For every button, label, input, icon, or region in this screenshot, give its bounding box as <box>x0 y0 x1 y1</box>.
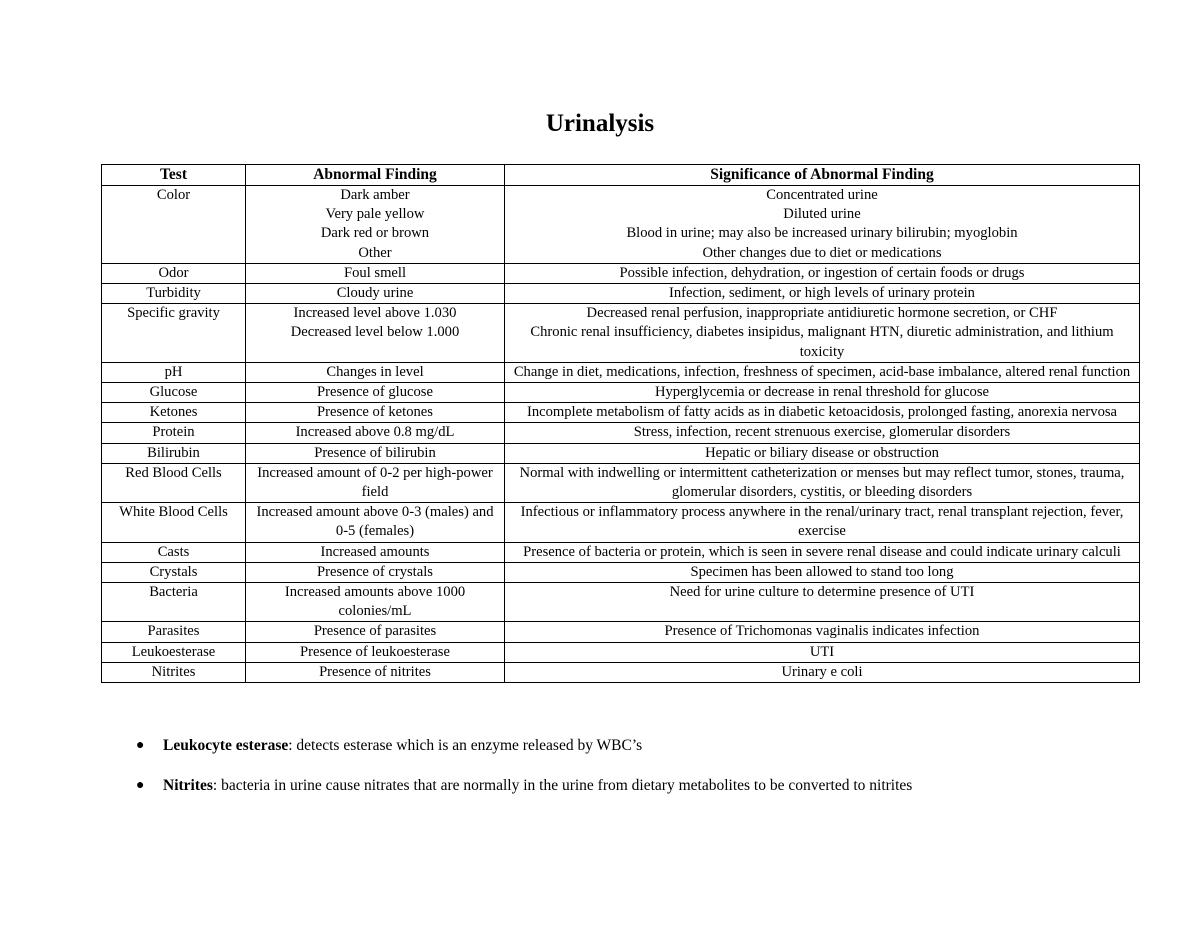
cell-significance <box>505 284 1140 304</box>
finding-line: Increased amount above 0-3 (males) and 0-5 (females) <box>256 504 494 540</box>
table-row <box>102 642 1140 662</box>
table-row <box>102 403 1140 423</box>
table-row <box>102 622 1140 642</box>
significance-line: Urinary e coli <box>781 663 863 680</box>
finding-line: Very pale yellow <box>325 206 425 223</box>
bullet-icon: ● <box>136 778 145 793</box>
cell-test: Turbidity <box>102 284 246 304</box>
cell-finding <box>246 542 505 562</box>
significance-line: Concentrated urine <box>766 187 878 203</box>
cell-finding <box>246 662 505 682</box>
finding-line: Presence of glucose <box>317 384 433 401</box>
cell-finding <box>246 463 505 502</box>
significance-line: Infection, sediment, or high levels of urinary protein <box>669 285 975 302</box>
significance-line: Hyperglycemia or decrease in renal threshold for glucose <box>654 384 990 401</box>
finding-line: Foul smell <box>343 264 407 281</box>
significance-line: Possible infection, dehydration, or ingestion of certain foods or drugs <box>619 264 1025 281</box>
cell-finding <box>246 284 505 304</box>
finding-line: Increased amounts <box>320 543 430 560</box>
header-abnormal-finding: Abnormal Finding <box>246 165 505 186</box>
cell-test: Ketones <box>102 403 246 423</box>
cell-significance <box>505 662 1140 682</box>
finding-line: Other <box>358 244 392 261</box>
significance-line: Blood in urine; may also be increased urinary bilirubin; myoglobin <box>626 225 1018 242</box>
table-row <box>102 284 1140 304</box>
cell-significance <box>505 583 1140 622</box>
note-leukocyte-esterase <box>136 736 912 756</box>
finding-line: Increased amounts above 1000 colonies/mL <box>284 584 466 620</box>
cell-finding <box>246 263 505 283</box>
table-row <box>102 463 1140 502</box>
cell-finding <box>246 383 505 403</box>
cell-finding <box>246 622 505 642</box>
cell-test: Protein <box>102 423 246 443</box>
table-row <box>102 186 1140 264</box>
finding-line: Presence of bilirubin <box>314 444 436 461</box>
cell-significance <box>505 362 1140 382</box>
significance-line: Chronic renal insufficiency, diabetes insipidus, malignant HTN, diuretic administration, and lithium toxicity <box>530 324 1114 360</box>
finding-line: Presence of nitrites <box>319 663 431 680</box>
cell-significance <box>505 263 1140 283</box>
cell-significance <box>505 403 1140 423</box>
significance-line: Hepatic or biliary disease or obstruction <box>705 444 939 461</box>
finding-line: Presence of parasites <box>313 623 437 640</box>
cell-finding <box>246 562 505 582</box>
significance-line: Decreased renal perfusion, inappropriate antidiuretic hormone secretion, or CHF <box>586 305 1058 322</box>
significance-line: Presence of Trichomonas vaginalis indicates infection <box>664 623 980 640</box>
bullet-icon: ● <box>136 738 145 753</box>
significance-line: Infectious or inflammatory process anywhere in the renal/urinary tract, renal transplant rejection, fever, exercise <box>520 504 1124 540</box>
table-row <box>102 263 1140 283</box>
table-row <box>102 583 1140 622</box>
finding-line: Dark red or brown <box>320 225 430 242</box>
significance-line: Normal with indwelling or intermittent catheterization or menses but may reflect tumor, stones, trauma, glomerular disorders, cystitis, or bleeding disorders <box>519 464 1125 501</box>
cell-finding <box>246 642 505 662</box>
significance-line: Presence of bacteria or protein, which is seen in severe renal disease and could indicate urinary calculi <box>523 543 1121 560</box>
cell-test: Color <box>102 186 246 264</box>
table-body <box>102 186 1140 683</box>
significance-line: Specimen has been allowed to stand too long <box>690 563 954 580</box>
cell-significance <box>505 186 1140 264</box>
finding-line: Decreased level below 1.000 <box>290 324 460 341</box>
table-row <box>102 503 1140 542</box>
cell-test: Specific gravity <box>102 304 246 363</box>
significance-line: Change in diet, medications, infection, freshness of specimen, acid-base imbalance, altered renal function <box>513 363 1131 380</box>
table-row <box>102 443 1140 463</box>
significance-line: UTI <box>809 643 835 660</box>
cell-finding <box>246 304 505 363</box>
cell-test: Bilirubin <box>102 443 246 463</box>
cell-finding <box>246 583 505 622</box>
cell-finding <box>246 443 505 463</box>
finding-line: Dark amber <box>340 187 410 203</box>
note-term: Leukocyte esterase <box>163 737 289 754</box>
significance-line: Other changes due to diet or medications <box>702 244 942 261</box>
cell-finding <box>246 403 505 423</box>
cell-test: Parasites <box>102 622 246 642</box>
cell-test: Leukoesterase <box>102 642 246 662</box>
page-title: Urinalysis <box>545 110 655 137</box>
finding-line: Cloudy urine <box>336 285 414 302</box>
significance-line: Need for urine culture to determine presence of UTI <box>669 584 975 601</box>
cell-test: Odor <box>102 263 246 283</box>
cell-significance <box>505 423 1140 443</box>
cell-test: White Blood Cells <box>102 503 246 542</box>
notes-list <box>136 736 912 796</box>
table-row <box>102 383 1140 403</box>
cell-significance <box>505 463 1140 502</box>
table-row <box>102 304 1140 363</box>
finding-line: Presence of crystals <box>317 563 433 580</box>
finding-line: Increased level above 1.030 <box>293 305 457 322</box>
cell-significance <box>505 304 1140 363</box>
finding-line: Increased above 0.8 mg/dL <box>295 424 455 441</box>
note-text: : detects esterase which is an enzyme released by WBC’s <box>288 737 643 754</box>
cell-test: Red Blood Cells <box>102 463 246 502</box>
note-term: Nitrites <box>163 777 213 794</box>
finding-line: Changes in level <box>326 363 424 380</box>
cell-finding <box>246 362 505 382</box>
finding-line: Presence of ketones <box>317 404 433 421</box>
significance-line: Diluted urine <box>783 206 861 223</box>
finding-line: Presence of leukoesterase <box>300 643 450 660</box>
significance-line: Incomplete metabolism of fatty acids as in diabetic ketoacidosis, prolonged fasting, anorexia nervosa <box>526 404 1118 421</box>
header-significance: Significance of Abnormal Finding <box>505 165 1140 186</box>
cell-significance <box>505 503 1140 542</box>
urinalysis-table <box>101 164 1140 683</box>
cell-significance <box>505 562 1140 582</box>
cell-finding <box>246 186 505 264</box>
table-row <box>102 362 1140 382</box>
cell-test: Casts <box>102 542 246 562</box>
note-nitrites <box>136 776 912 796</box>
header-test: Test <box>102 165 246 186</box>
note-text: : bacteria in urine cause nitrates that are normally in the urine from dietary metabolites to be converted to nitrites <box>212 777 913 794</box>
finding-line: Increased amount of 0-2 per high-power field <box>257 464 493 501</box>
table-row <box>102 423 1140 443</box>
table-header-row <box>102 165 1140 186</box>
cell-significance <box>505 443 1140 463</box>
cell-significance <box>505 642 1140 662</box>
cell-significance <box>505 383 1140 403</box>
table-row <box>102 662 1140 682</box>
cell-finding <box>246 423 505 443</box>
cell-test: Bacteria <box>102 583 246 622</box>
cell-test: Nitrites <box>102 662 246 682</box>
table-row <box>102 562 1140 582</box>
cell-test: Glucose <box>102 383 246 403</box>
significance-line: Stress, infection, recent strenuous exercise, glomerular disorders <box>633 424 1011 441</box>
cell-significance <box>505 542 1140 562</box>
table-row <box>102 542 1140 562</box>
cell-finding <box>246 503 505 542</box>
cell-test: pH <box>102 362 246 382</box>
cell-test: Crystals <box>102 562 246 582</box>
cell-significance <box>505 622 1140 642</box>
